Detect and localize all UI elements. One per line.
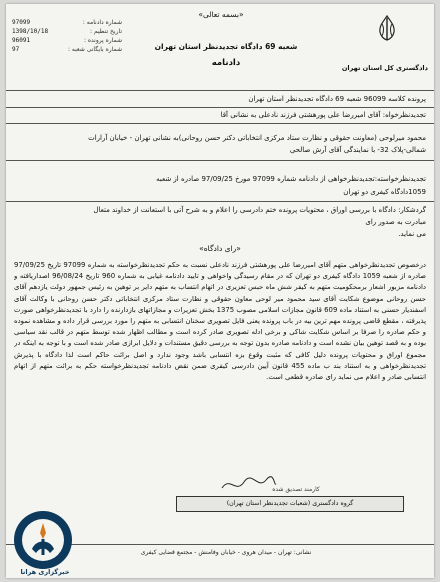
hrana-logo-icon <box>12 509 74 571</box>
ruling-heading: «رای دادگاه» <box>199 244 241 253</box>
iran-emblem-icon <box>374 14 400 42</box>
meta-value: 1398/10/18 <box>12 28 49 35</box>
meta-row <box>12 27 122 36</box>
judgment-document <box>6 4 434 578</box>
summary-line: می نماید. <box>398 230 426 238</box>
meta-label: شماره پرونده : <box>83 37 122 44</box>
meta-row <box>12 45 122 54</box>
court-address: نشانی: تهران - میدان هروی - خیابان وفامنش - مجتمع قضایی کیفری <box>140 549 312 556</box>
appeal-subject-line: تجدیدنظرخواسته:تجدیدنظرخواهی از دادنامه شماره 97099 مورخ 97/09/25 صادره از شعبه <box>156 175 426 183</box>
appellant-line: تجدیدنظرخواه: آقای امیررضا علی پورهشتی فرزند نادعلی به نشانی آقا <box>220 111 426 119</box>
ruling-text: درخصوص تجدیدنظرخواهی متهم آقای امیررضا علی پورهشتی فرزند نادعلی نسبت به حکم تجدیدنظرخواسته به شماره 97099 تاریخ 97/09/25 صادره از شعبه 1059 دادگاه کیفری دو تهران که در مقام رسیدگی واخواهی و تایید دادنامه غیابی به شماره 960 تاریخ 96/08/24 اصداریافته و دادنامه مزبور اشعار برمحکومیت متهم به کیفر شش ماه حبس تعزیری در اتهام انتساب به متهم دایر بر توهین به رئیس جمهور دولت یازدهم آقای حسن روحانی موضوع شکایت آقای سید محمود میر لوحی معاون حقوقی و نظارت ستاد مرکزی انتخاباتی دکتر حسن روحانی با وکالت آقای اسفندیار حسنی به استناد ماده 609 قانون مجازات اسلامی مصوب 1375 بخش تعزیرات و مجازاتهای بازدارنده را دارد با تجدیدنظرخواهی صورت پذیرفته ، مقطع قاضی پرونده مهم ترین بیه در باب پرونده یعنی فایل تصویری سخنان انتسابی به متهم را مورد بررسی قرار داده و مشاهده نموده و حکم صادره را صرفا بر اساس شکایت شاکی و برخی ادله تصویری صادر کرده است و مطالب اظهار شده توسط متهم در قالب نقد سیاسی بوده و به قصد توهین بیان نشده است و دادنامه صادره بدون توجه به بررسی دقیق مستندات و دلایل ابرازی صادر شده است و با توجه به اینکه در مجموع اوراق و محتویات پرونده دلیل کافی که مثبت وقوع بزه انتسابی باشد وجود ندارد و اصل برائت حاکم است لذا دادگاه با پذیرش تجدیدنظرخواهی و به استناد بند ب ماده 455 قانون آیین دادرسی کیفری ضمن نقض دادنامه تجدیدنظرخواسته حکم به برائت متهم از اتهام انتسابی صادر و اعلام می نماید رای صادره قطعی است. <box>14 261 426 382</box>
appeal-subject-line: 1059دادگاه کیفری دو تهران <box>343 188 426 196</box>
summary-line: مبادرت به صدور رای <box>365 218 426 226</box>
meta-label: شماره بایگانی شعبه : <box>67 46 122 53</box>
respondent-line: شمالی-پلاک 32- با نمایندگی آقای آرش صالحی <box>289 146 426 154</box>
meta-label: شماره دادنامه : <box>82 19 122 26</box>
meta-value: 97099 <box>12 19 31 26</box>
meta-label: تاریخ تنظیم : <box>90 28 122 35</box>
document-metadata <box>12 18 122 54</box>
meta-row <box>12 18 122 27</box>
court-branch-title: شعبه 69 دادگاه تجدیدنظر استان تهران <box>154 42 298 51</box>
document-header <box>6 4 434 88</box>
header-divider <box>6 90 434 91</box>
meta-value: 97 <box>12 46 20 53</box>
divider <box>6 201 434 202</box>
meta-row <box>12 36 122 45</box>
seal-caption: کارمند تصدیق شده <box>272 486 320 493</box>
divider <box>6 123 434 124</box>
document-type-title: دادنامه <box>211 58 241 68</box>
case-number-line: پرونده کلاسه 96099 شعبه 69 دادگاه تجدیدنظر استان تهران <box>248 95 426 103</box>
summary-line: گردشکار: دادگاه با بررسی اوراق ، محتویات پرونده ختم دادرسی را اعلام و به شرح آتی با استعانت از خداوند متعال <box>93 206 426 214</box>
respondent-line: محمود میرلوحی (معاونت حقوقی و نظارت ستاد مرکزی انتخاباتی دکتر حسن روحانی)به نشانی تهران - خیابان آرارات <box>88 134 426 142</box>
divider <box>6 160 434 161</box>
divider <box>6 107 434 108</box>
logo-caption: خبرگزاری هرانا <box>20 568 70 576</box>
judiciary-name: دادگستری کل استان تهران <box>341 64 428 72</box>
official-seal-box: گروه دادگستری (شعبات تجدیدنظر استان تهران) <box>176 496 404 512</box>
basmala: «بسمه تعالی» <box>198 10 244 19</box>
meta-value: 96091 <box>12 37 31 44</box>
